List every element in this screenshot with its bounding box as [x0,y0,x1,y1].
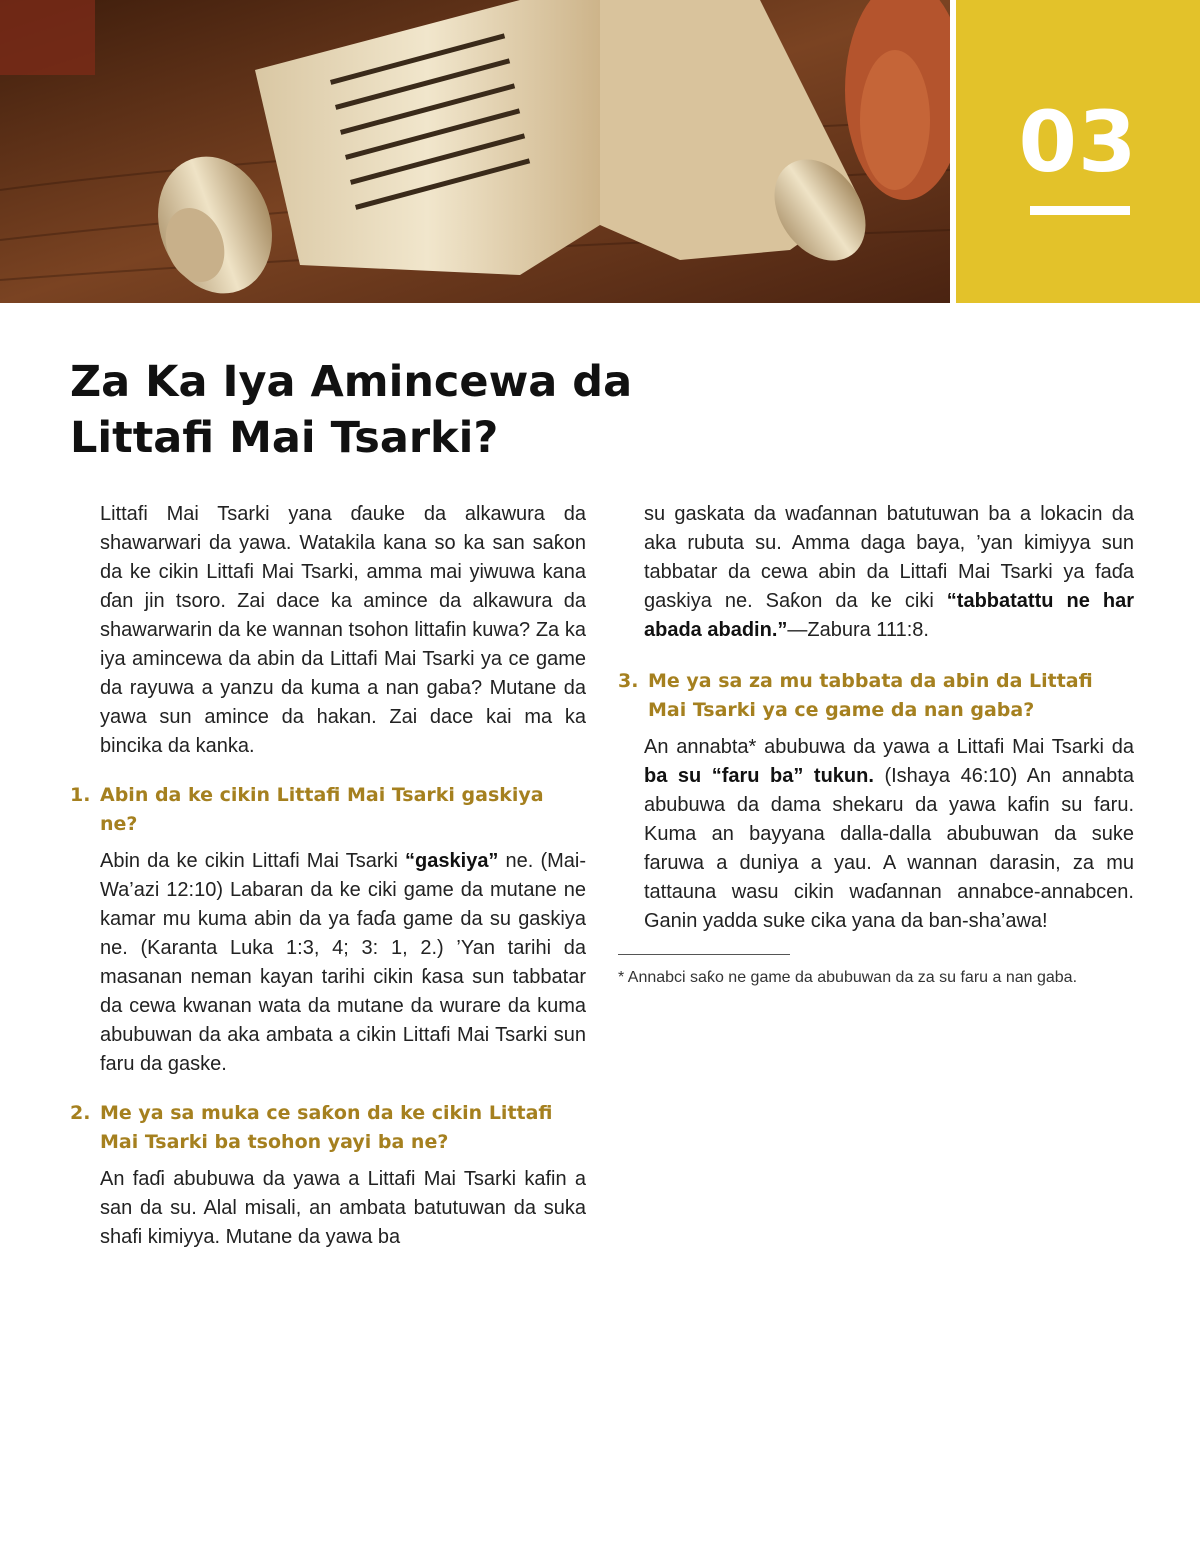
question-3-number: 3. [618,670,639,692]
answer-2-part-2 [618,500,1134,645]
left-column [70,500,586,1252]
page-title [70,354,770,466]
title-line-1: Za Ka Iya Amincewa da [70,357,633,407]
scrolls-illustration [0,0,950,303]
answer-1-text-a: Abin da ke cikin Littafi Mai Tsarki [100,850,406,872]
answer-2-text-a: su gaskata da waɗannan batutuwan ba a lokacin da aka rubuta su. Amma daga baya, ’yan kimiyya sun tabbatar da cewa abin da Littafi Mai Tsarki ya faɗa gaskiya ne. Saƙon da ke ciki [644,503,1134,612]
footnote: * Annabci saƙo ne game da abubuwan da za su faru a nan gaba. [618,969,1078,986]
question-2-number: 2. [70,1102,91,1124]
answer-3-bold: ba su “faru ba” tukun. [644,765,874,787]
answer-3-text-a: An annabta* abubuwa da yawa a Littafi Mai Tsarki da [644,736,1134,758]
answer-1-bold: “gaskiya” [405,850,499,872]
answer-3-text-b: (Ishaya 46:10) An annabta abubuwa da dama shekaru da yawa kafin su faru. Kuma an bayyana dalla-dalla abubuwan da suke faruwa a duniya a yau. A wannan darasin, za mu tattauna wasu cikin waɗannan annabce-annabcen. Ganin yadda suke cika yana da ban-sha’awa! [644,765,1134,932]
question-3-text: Me ya sa za mu tabbata da abin da Littafi Mai Tsarki ya ce game da nan gaba? [648,670,1093,721]
answer-1-text-b: ne. (Mai-Wa’azi 12:10) Labaran da ke ciki game da mutane ne kamar mu kuma abin da ya faɗa game da su gaskiya ne. (Karanta Luka 1:3, 4; 3: 1, 2.) ’Yan tarihi da masanan neman kayan tarihi cikin ƙasa sun tabbatar da cewa kwanan wata da mutane da wurare da kuma abubuwan da aka ambata a cikin Littafi Mai Tsarki sun faru da gaske. [100,850,586,1075]
question-1-number: 1. [70,784,91,806]
question-3 [618,667,1134,725]
answer-2-text-b: —Zabura 111:8. [787,619,929,641]
right-column [618,500,1134,989]
question-2-text: Me ya sa muka ce saƙon da ke cikin Littafi Mai Tsarki ba tsohon yayi ba ne? [100,1102,553,1153]
question-2 [70,1099,570,1157]
answer-2-part-1: An faɗi abubuwa da yawa a Littafi Mai Tsarki kafin a san da su. Alal misali, an ambata batutuwan da suka shafi kimiyya. Mutane da yawa ba [100,1168,586,1248]
lesson-number: 03 [1018,93,1138,191]
question-1-text: Abin da ke cikin Littafi Mai Tsarki gaskiya ne? [100,784,544,835]
answer-1 [70,847,586,1079]
intro-paragraph: Littafi Mai Tsarki yana ɗauke da alkawura da shawarwari da yawa. Watakila kana so ka san saƙon da ke cikin Littafi Mai Tsarki, amma mai yiwuwa kana ɗan jin tsoro. Zai dace ka amince da alkawura da shawarwarin da ke wannan tsohon littafin kuwa? Za ka iya amincewa da abin da Littafi Mai Tsarki ya ce game da rayuwa a yanzu da kuma a nan gaba? Mutane da yawa sun amince da hakan. Zai dace kai ma ka bincika da kanka. [100,503,586,757]
answer-2-bold: “tabbatattu ne har abada abadin.” [644,590,1134,641]
question-1 [70,781,586,839]
title-line-2: Littafi Mai Tsarki? [70,413,499,463]
lesson-number-badge [956,0,1200,303]
answer-3 [618,733,1134,936]
hero-image-scrolls [0,0,950,303]
footnote-divider [618,954,790,955]
badge-underline [1030,206,1130,215]
